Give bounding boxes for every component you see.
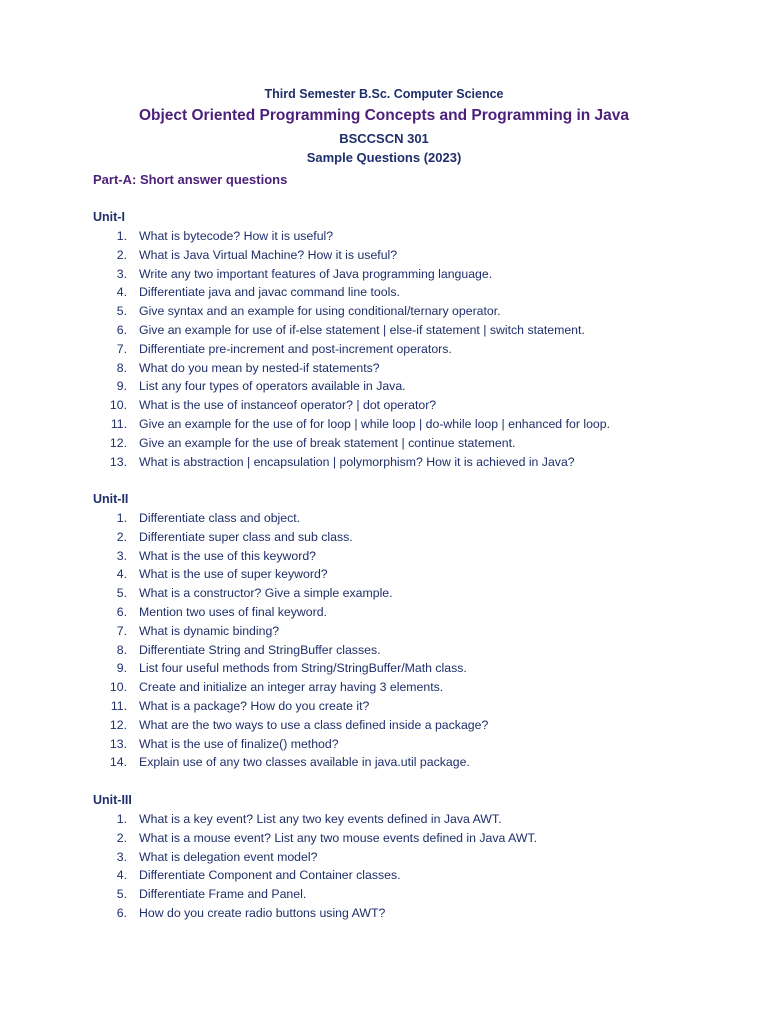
question-text: What is Java Virtual Machine? How it is useful? <box>139 247 398 262</box>
unit-1-section <box>93 208 713 471</box>
question-text: What is the use of instanceof operator? | dot operator? <box>139 398 437 413</box>
question-text: Differentiate java and javac command line tools. <box>139 285 400 300</box>
question-item <box>93 678 713 697</box>
question-number: 4. <box>116 567 127 582</box>
question-item <box>93 904 713 923</box>
question-text: Give an example for the use of for loop | while loop | do-while loop | enhanced for loop. <box>139 416 610 431</box>
part-a-heading: Part-A: Short answer questions <box>93 172 288 187</box>
question-text: What do you mean by nested-if statements? <box>139 360 380 375</box>
question-list <box>93 509 713 772</box>
question-text: Differentiate class and object. <box>139 511 301 525</box>
unit-heading: Unit-III <box>93 793 132 807</box>
question-text: What is a package? How do you create it? <box>139 698 370 713</box>
question-item <box>93 547 713 566</box>
question-item <box>93 340 713 359</box>
question-text: Mention two uses of final keyword. <box>139 604 327 619</box>
unit-heading: Unit-II <box>93 492 129 506</box>
question-text: Give an example for the use of break statement | continue statement. <box>139 435 516 450</box>
question-item <box>93 359 713 378</box>
question-text: Differentiate String and StringBuffer classes. <box>139 642 381 657</box>
course-title: Object Oriented Programming Concepts and Programming in Java <box>138 107 630 124</box>
question-number: 2. <box>116 529 127 544</box>
question-item <box>93 246 713 265</box>
question-text: Differentiate pre-increment and post-increment operators. <box>139 341 452 356</box>
question-number: 7. <box>116 341 127 356</box>
question-text: What is a constructor? Give a simple example. <box>139 586 393 601</box>
question-text: What is dynamic binding? <box>139 623 280 638</box>
question-text: What is abstraction | encapsulation | polymorphism? How it is achieved in Java? <box>139 454 575 469</box>
question-number: 3. <box>116 849 127 864</box>
question-text: What is delegation event model? <box>139 849 318 864</box>
question-item <box>93 565 713 584</box>
question-item <box>93 659 713 678</box>
course-code: BSCCSCN 301 <box>339 131 429 146</box>
question-item <box>93 509 713 528</box>
question-number: 11. <box>110 416 127 431</box>
question-item <box>93 265 713 284</box>
question-number: 4. <box>116 868 127 883</box>
question-number: 6. <box>116 905 127 920</box>
question-text: List any four types of operators available in Java. <box>139 379 406 394</box>
question-text: Give an example for use of if-else statement | else-if statement | switch statement. <box>139 322 585 337</box>
question-item <box>93 415 713 434</box>
question-item <box>93 453 713 472</box>
question-text: How do you create radio buttons using AWT? <box>139 905 386 920</box>
question-text: Differentiate Frame and Panel. <box>139 887 307 902</box>
question-number: 14. <box>109 755 127 770</box>
question-number: 3. <box>116 548 127 563</box>
question-text: Explain use of any two classes available in java.util package. <box>139 755 470 770</box>
question-number: 8. <box>116 360 127 375</box>
question-text: What is bytecode? How it is useful? <box>139 229 334 243</box>
question-number: 8. <box>116 642 127 657</box>
question-number: 12. <box>109 717 127 732</box>
question-item <box>93 603 713 622</box>
question-number: 3. <box>116 266 127 281</box>
question-item <box>93 810 713 829</box>
question-item <box>93 829 713 848</box>
question-number: 11. <box>110 698 127 713</box>
question-text: What is a mouse event? List any two mouse events defined in Java AWT. <box>139 830 538 845</box>
question-number: 9. <box>116 661 127 676</box>
unit-2-section <box>93 490 713 772</box>
question-number: 1. <box>116 229 127 243</box>
question-number: 12. <box>109 435 127 450</box>
question-text: What is the use of super keyword? <box>139 567 328 582</box>
question-number: 2. <box>116 830 127 845</box>
unit-heading: Unit-I <box>93 210 125 224</box>
question-number: 5. <box>116 586 127 601</box>
question-number: 13. <box>109 454 127 469</box>
question-text: Give syntax and an example for using conditional/ternary operator. <box>139 304 501 319</box>
question-item <box>93 641 713 660</box>
question-item <box>93 866 713 885</box>
question-item <box>93 434 713 453</box>
question-item <box>93 283 713 302</box>
question-number: 2. <box>116 247 127 262</box>
question-item <box>93 377 713 396</box>
question-number: 13. <box>109 736 127 751</box>
question-item <box>93 227 713 246</box>
question-text: Create and initialize an integer array having 3 elements. <box>139 680 444 695</box>
question-text: What are the two ways to use a class defined inside a package? <box>139 717 489 732</box>
question-text: Differentiate super class and sub class. <box>139 529 353 544</box>
question-text: What is a key event? List any two key events defined in Java AWT. <box>139 812 502 826</box>
question-item <box>93 622 713 641</box>
question-item <box>93 716 713 735</box>
question-text: What is the use of finalize() method? <box>139 736 339 751</box>
question-number: 10. <box>109 680 127 695</box>
question-number: 4. <box>116 285 127 300</box>
question-number: 6. <box>116 322 127 337</box>
question-item <box>93 321 713 340</box>
question-item <box>93 848 713 867</box>
sample-questions-heading: Sample Questions (2023) <box>306 150 462 165</box>
question-number: 5. <box>116 304 127 319</box>
question-item <box>93 302 713 321</box>
question-item <box>93 396 713 415</box>
question-text: List four useful methods from String/StringBuffer/Math class. <box>139 661 467 676</box>
question-item <box>93 584 713 603</box>
question-item <box>93 697 713 716</box>
question-text: What is the use of this keyword? <box>139 548 317 563</box>
question-list <box>93 227 713 471</box>
question-number: 5. <box>116 887 127 902</box>
question-item <box>93 885 713 904</box>
question-list <box>93 810 713 923</box>
question-item <box>93 753 713 772</box>
semester-heading: Third Semester B.Sc. Computer Science <box>264 87 504 101</box>
question-number: 7. <box>116 623 127 638</box>
question-number: 10. <box>109 398 127 413</box>
question-item <box>93 528 713 547</box>
question-number: 1. <box>116 812 127 826</box>
question-number: 9. <box>116 379 127 394</box>
question-number: 6. <box>116 604 127 619</box>
question-item <box>93 735 713 754</box>
question-text: Write any two important features of Java programming language. <box>139 266 493 281</box>
unit-3-section <box>93 791 713 923</box>
question-text: Differentiate Component and Container classes. <box>139 868 401 883</box>
question-number: 1. <box>116 511 127 525</box>
